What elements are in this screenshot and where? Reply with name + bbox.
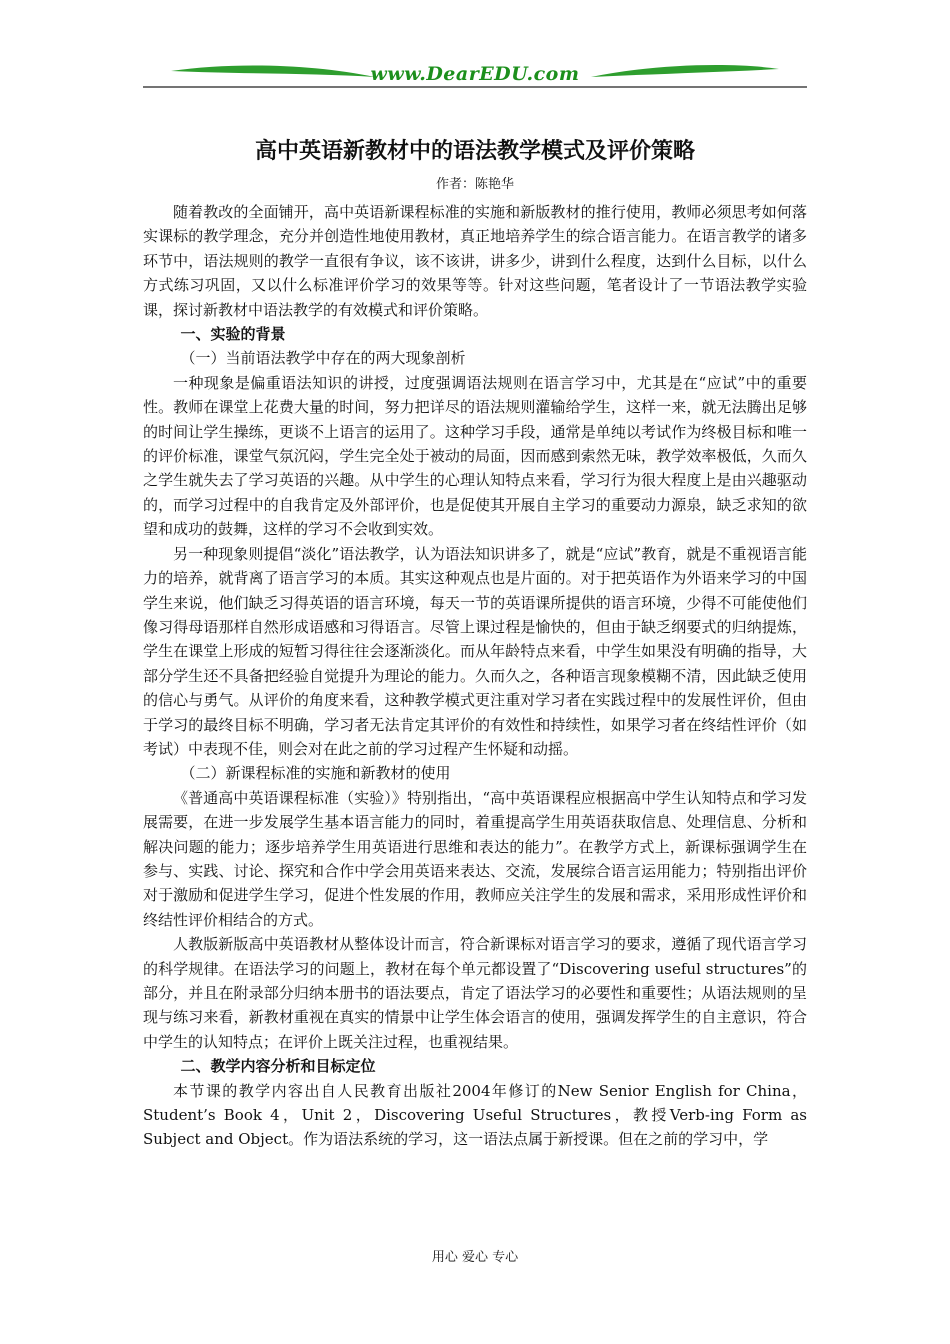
paragraph-phenomenon-1: 一种现象是偏重语法知识的讲授，过度强调语法规则在语言学习中，尤其是在“应试”中的重要性。教师在课堂上花费大量的时间，努力把详尽的语法规则灌输给学生，这样一来，就无法腾出足够的时间让学生操练，更谈不上语言的运用了。这种学习手段，通常是单纯以考试作为终极目标和唯一的评价标准，课堂气氛沉闷，学生完全处于被动的局面，因而感到索然无味，教学效率极低，久而久之学生就失去了学习英语的兴趣。从中学生的心理认知特点来看，学习行为很大程度上是由兴趣驱动的，而学习过程中的自我肯定及外部评价，也是促使其开展自主学习的重要动力源泉，缺乏求知的欲望和成功的鼓舞，这样的学习不会收到实效。	[143, 373, 807, 539]
page-footer: 用心 爱心 专心	[431, 1250, 519, 1265]
article-title: 高中英语新教材中的语法教学模式及评价策略	[254, 138, 695, 164]
paragraph-curriculum-standard: 《普通高中英语课程标准（实验）》特别指出，“高中英语课程应根据高中学生认知特点和学习发展需要，在进一步发展学生基本语言能力的同时，着重提高学生用英语获取信息、处理信息、分析和解决问题的能力；逐步培养学生用英语进行思维和表达的能力”。在教学方式上，新课标强调学生在参与、实践、讨论、探究和合作中学会用英语来表达、交流，发展综合语言运用能力；特别指出评价对于激励和促进学生学习，促进个性发展的作用，教师应关注学生的发展和需求，采用形成性评价和终结性评价相结合的方式。	[143, 788, 807, 929]
paragraph-intro: 随着教改的全面铺开，高中英语新课程标准的实施和新版教材的推行使用，教师必须思考如何落实课标的教学理念，充分并创造性地使用教材，真正地培养学生的综合语言能力。在语言教学的诸多环节中，语法规则的教学一直很有争议，该不该讲，讲多少，讲到什么程度，达到什么目标，以什么方式练习巩固，又以什么标准评价学习的效果等等。针对这些问题，笔者设计了一节语法教学实验课，探讨新教材中语法教学的有效模式和评价策略。	[143, 203, 807, 319]
site-logo: www.DearEDU.com	[370, 63, 580, 85]
section-heading-1: 一、实验的背景	[180, 325, 286, 344]
subsection-heading-2: （二）新课程标准的实施和新教材的使用	[180, 764, 451, 783]
article-body	[143, 200, 807, 1152]
page-header	[143, 60, 807, 92]
subsection-heading-1: （一）当前语法教学中存在的两大现象剖析	[180, 349, 466, 368]
article-author: 作者：陈艳华	[435, 177, 514, 192]
section-heading-2: 二、教学内容分析和目标定位	[180, 1057, 376, 1076]
paragraph-textbook: 人教版新版高中英语教材从整体设计而言，符合新课标对语言学习的要求，遵循了现代语言学习的科学规律。在语法学习的问题上，教材在每个单元都设置了“Discovering useful structures”的部分，并且在附录部分归纳本册书的语法要点，肯定了语法学习的必要性和重要性；从语法规则的呈现与练习来看，新教材重视在真实的情景中让学生体会语言的使用，强调发挥学生的自主意识，符合中学生的认知特点；在评价上既关注过程，也重视结果。	[143, 935, 807, 1051]
paragraph-phenomenon-2: 另一种现象则提倡“淡化”语法教学，认为语法知识讲多了，就是“应试”教育，就是不重视语言能力的培养，就背离了语言学习的本质。其实这种观点也是片面的。对于把英语作为外语来学习的中国学生来说，他们缺乏习得英语的语言环境，每天一节的英语课所提供的语言环境，少得不可能使他们像习得母语那样自然形成语感和习得语言。尽管上课过程是愉快的，但由于缺乏纲要式的归纳提炼，学生在课堂上形成的短暂习得往往会逐渐淡化。而从年龄特点来看，中学生如果没有明确的指导，大部分学生还不具备把经验自觉提升为理论的能力。久而久之，各种语言现象模糊不清，因此缺乏使用的信心与勇气。从评价的角度来看，这种教学模式更注重对学习者在实践过程中的发展性评价，但由于学习的最终目标不明确，学习者无法肯定其评价的有效性和持续性，如果学习者在终结性评价（如考试）中表现不佳，则会对在此之前的学习过程产生怀疑和动摇。	[143, 544, 807, 758]
paragraph-content-analysis: 本节课的教学内容出自人民教育出版社2004年修订的New Senior English for China，Student’s Book 4，Unit 2，Discovering Useful Structures，教授Verb-ing Form as Subject and Object。作为语法系统的学习，这一语法点属于新授课。但在之前的学习中，学	[143, 1081, 807, 1149]
